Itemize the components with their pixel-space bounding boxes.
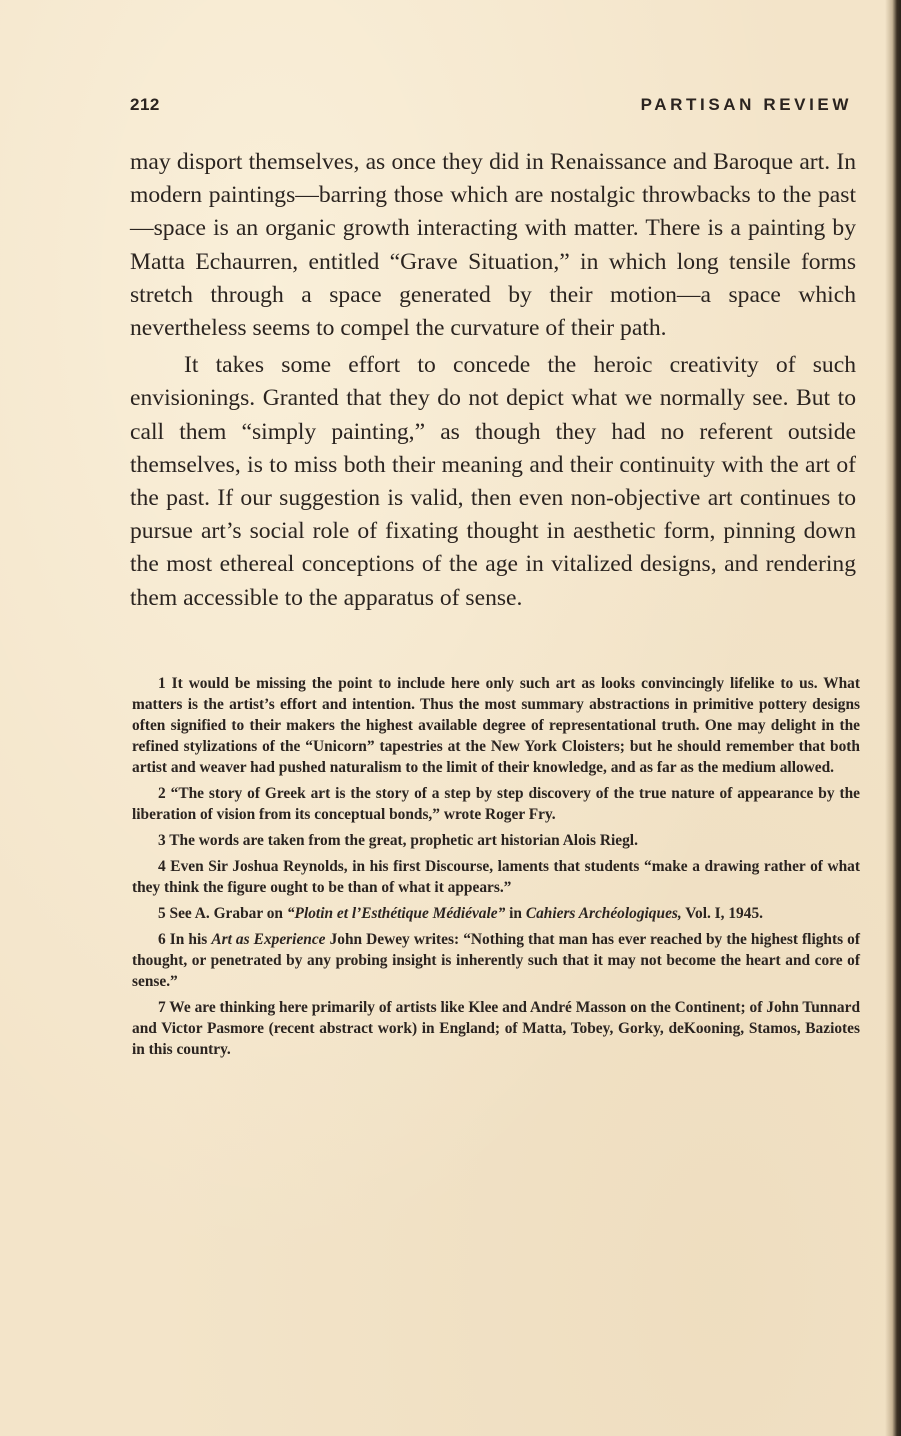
footnote-5-mid: in	[505, 905, 526, 922]
footnote-1: 1 It would be missing the point to include here only such art as looks convincingly lifelike to us. What matters is the artist’s effort and intention. Thus the most summary abstractions in primitive pottery designs often signified to their makers the highest available degree of representational truth. One may delight in the refined stylizations of the “Unicorn” tapestries at the New York Cloisters; but he should remember that both artist and weaver had pushed naturalism to the limit of their knowledge, and as far as the medium allowed.	[132, 675, 860, 776]
footnote-7: 7 We are thinking here primarily of artists like Klee and André Masson on the Continent; of John Tunnard and Victor Pasmore (recent abstract work) in England; of Matta, Tobey, Gorky, deKooning, Stamos, Baziotes in this country.	[132, 999, 860, 1058]
footnote-3: 3 The words are taken from the great, prophetic art historian Alois Riegl.	[158, 832, 638, 849]
body-text	[130, 146, 856, 615]
footnote-5-suffix: Vol. I, 1945.	[681, 905, 763, 922]
footnote-5-journal: Cahiers Archéologiques,	[525, 905, 682, 922]
footnote-6-title: Art as Experience	[211, 931, 326, 948]
footnote-5-title: “Plotin et l’Esthétique Médiévale”	[286, 905, 506, 922]
page-number: 212	[130, 95, 160, 114]
footnote-5	[132, 903, 860, 924]
footnotes	[132, 673, 860, 1065]
paragraph-heroic-creativity: It takes some effort to concede the heroic creativity of such envisionings. Granted that they do not depict what we normally see. But to call them “simply painting,” as though they had no referent outside themselves, is to miss both their meaning and their continuity with the art of the past. If our suggestion is valid, then even non-objective art continues to pursue art’s social role of fixating thought in aesthetic form, pinning down the most ethereal conceptions of the age in vitalized designs, and rendering them accessible to the apparatus of sense.	[130, 352, 856, 611]
footnote-6-prefix: 6 In his	[158, 931, 212, 948]
paragraph-continued: may disport themselves, as once they did in Renaissance and Baroque art. In modern paintings—barring those which are nostalgic throwbacks to the past—space is an organic growth interacting with matter. There is a painting by Matta Echaurren, entitled “Grave Situation,” in which long tensile forms stretch through a space generated by their motion—a space which nevertheless seems to compel the curvature of their path.	[130, 149, 856, 342]
page-header	[130, 95, 852, 119]
footnote-2: 2 “The story of Greek art is the story of a step by step discovery of the true nature of appearance by the liberation of vision from its conceptual bonds,” wrote Roger Fry.	[132, 785, 860, 823]
running-head: PARTISAN REVIEW	[640, 95, 852, 114]
footnote-5-prefix: 5 See A. Grabar on	[158, 905, 287, 922]
footnote-4: 4 Even Sir Joshua Reynolds, in his first Discourse, laments that students “make a drawing rather of what they think the figure ought to be than of what it appears.”	[132, 858, 860, 896]
footnote-6	[132, 929, 860, 992]
footnote-6-suffix: John Dewey writes: “Nothing that man has ever reached by the highest flights of thought, or penetrated by any probing insight is inherently such that it may not become the heart and core of sense.”	[132, 931, 860, 990]
page-edge-shadow	[885, 0, 901, 1436]
